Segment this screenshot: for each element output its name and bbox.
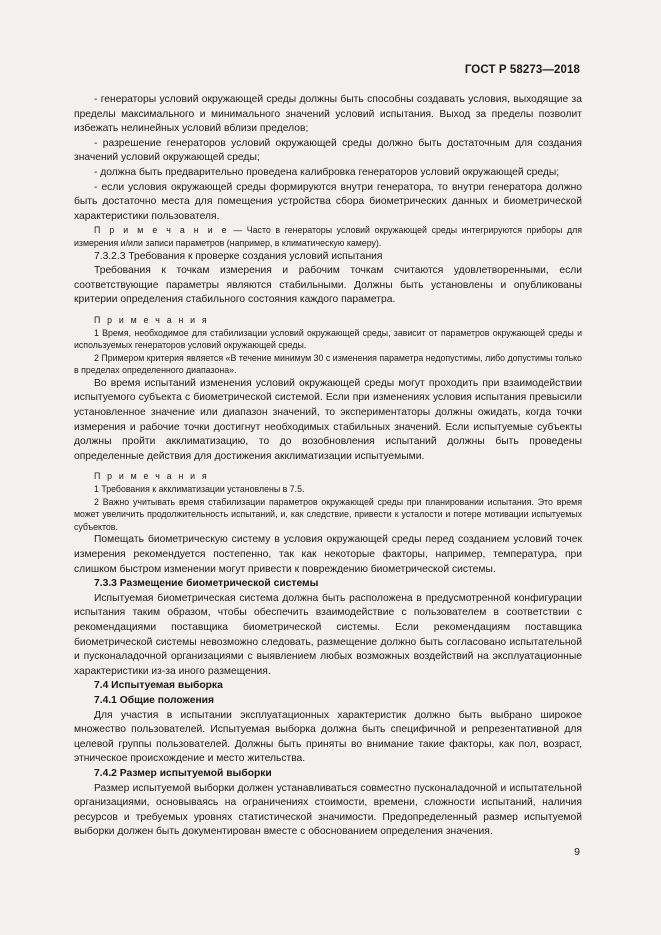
note-item: 2 Примером критерия является «В течение минимум 30 с изменения параметра недопустимы, либо допустимы только в пределах определенного диапазона». bbox=[74, 352, 582, 376]
note-text: — Часто в генераторы условий окружающей среды интегрируются приборы для измерения и/или записи параметров (например, в климатическую камеру). bbox=[74, 225, 582, 248]
bullet-paragraph: - если условия окружающей среды формируются внутри генератора, то внутри генератора должно быть достаточно места для помещения устройства сбора биометрических данных и биометрической характеристики пользователя. bbox=[74, 181, 582, 222]
bullet-paragraph: - должна быть предварительно проведена калибровка генераторов условий окружающей среды; bbox=[94, 166, 560, 178]
body-paragraph: Во время испытаний изменения условий окружающей среды могут проходить при взаимодействии испытуемого субъекта с биометрической системой. Если при изменениях условия испытания превысили установленное значение или диапазон значений, то экспериментаторы должны ожидать, когда точки измерения и рабочие точки достигнут необходимых стабильных значений. Если испытуемые субъекты должны пройти акклиматизацию, то до возобновления испытаний должны быть проведены определенные действия для достижения акклиматизации испытуемыми. bbox=[74, 377, 582, 462]
section-heading: 7.4.2 Размер испытуемой выборки bbox=[94, 767, 272, 779]
bullet-paragraph: - генераторы условий окружающей среды должны быть способны создавать условия, выходящие за пределы максимального и минимального значений условий испытания. Выход за пределы позволит избежать нелинейных условий вблизи пределов; bbox=[74, 94, 582, 135]
notes-block bbox=[74, 470, 582, 533]
note-item: 2 Важно учитывать время стабилизации параметров окружающей среды при планировании испытания. Это время может увеличить продолжительность испытаний, и, как следствие, привести к усталости и потере мотивации испытуемых субъектов. bbox=[74, 496, 582, 532]
section-heading: 7.4.1 Общие положения bbox=[94, 694, 214, 706]
bullet-paragraph: - разрешение генераторов условий окружающей среды должно быть достаточным для создания значений условий окружающей среды; bbox=[74, 137, 582, 164]
page-content bbox=[74, 93, 582, 840]
body-paragraph: Требования к точкам измерения и рабочим точкам считаются удовлетворенными, если соответствующие параметры являются стабильными. Должны быть установлены и опубликованы критерии определения стабильного состояния каждого параметра. bbox=[74, 265, 582, 306]
notes-label: П р и м е ч а н и я bbox=[94, 314, 209, 325]
page-number: 9 bbox=[574, 846, 580, 858]
note-item: 1 Требования к акклиматизации установлены в 7.5. bbox=[94, 484, 305, 495]
note-label: П р и м е ч а н и е bbox=[94, 225, 229, 236]
section-heading: 7.3.3 Размещение биометрической системы bbox=[94, 578, 319, 590]
standard-header: ГОСТ Р 58273—2018 bbox=[464, 64, 580, 76]
body-paragraph: Для участия в испытании эксплуатационных характеристик должно быть выбрано широкое множество пользователей. Испытуемая выборка должна быть специфичной и репрезентативной для целевой группы пользователей. Должны быть приняты во внимание такие факторы, как пол, возраст, этническое происхождение и место жительства. bbox=[74, 709, 582, 765]
section-heading: 7.4 Испытуемая выборка bbox=[94, 680, 223, 692]
notes-block bbox=[74, 314, 582, 377]
section-heading: 7.3.2.3 Требования к проверке создания условий испытания bbox=[94, 250, 383, 262]
notes-label: П р и м е ч а н и я bbox=[94, 471, 209, 482]
body-paragraph: Размер испытуемой выборки должен устанавливаться совместно пусконаладочной и испытательной организациями, основываясь на ограничениях стоимости, времени, сложности испытаний, наличия ресурсов и требуемых уровнях статистической значимости. Предопределенный размер испытуемой выборки должен быть документирован вместе с обоснованием определения значения. bbox=[74, 782, 582, 838]
note bbox=[74, 224, 582, 249]
body-paragraph: Помещать биометрическую систему в условия окружающей среды перед созданием условий точек измерения рекомендуется постепенно, так как некоторые факторы, например, температура, при слишком быстром изменении могут привести к повреждению биометрической системы. bbox=[74, 534, 582, 575]
body-paragraph: Испытуемая биометрическая система должна быть расположена в предусмотренной конфигурации испытания таким образом, чтобы обеспечить взаимодействие с пользователем в соответствии с рекомендациями поставщика биометрической системы. Если рекомендациям поставщика биометрической системы невозможно следовать, размещение должно быть согласовано испытательной и пусконаладочной организациями с выявлением любых возможных воздействий на эксплуатационные характеристики из-за иного размещения. bbox=[74, 592, 582, 677]
note-item: 1 Время, необходимое для стабилизации условий окружающей среды, зависит от параметров окружающей среды и используемых генераторов условий окружающей среды. bbox=[74, 327, 582, 351]
